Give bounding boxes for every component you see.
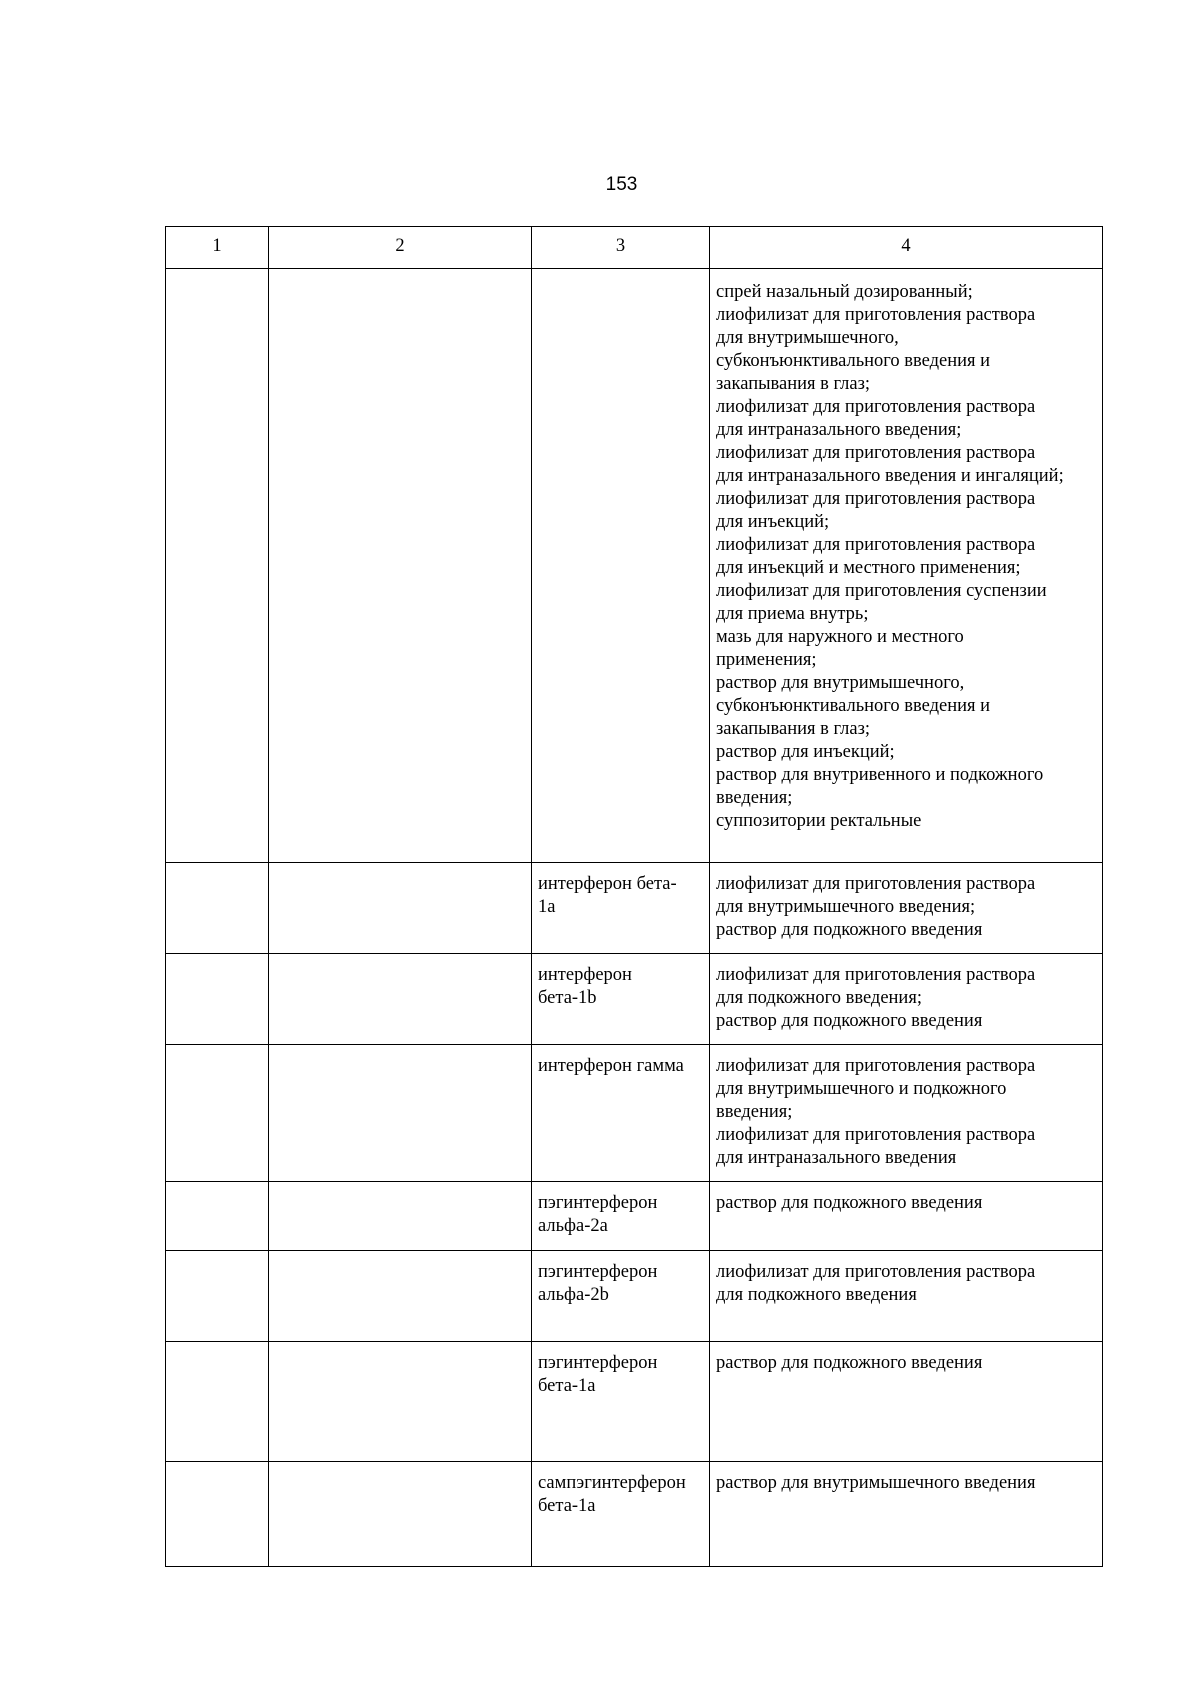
cell-text-line: для инъекций;: [716, 512, 830, 532]
cell-drug-name: [532, 1045, 710, 1182]
cell-text-line: раствор для подкожного введения: [716, 1193, 983, 1213]
cell-dosage-forms: [710, 1182, 1103, 1251]
cell-text-line: раствор для инъекций;: [716, 742, 895, 762]
cell-text-line: лиофилизат для приготовления раствора: [716, 443, 1036, 463]
table-row: [166, 1182, 1103, 1251]
cell-text-line: для интраназального введения;: [716, 420, 962, 440]
cell-text-line: лиофилизат для приготовления раствора: [716, 535, 1036, 555]
cell-text-line: лиофилизат для приготовления раствора: [716, 874, 1036, 894]
header-cell-2: 2: [269, 227, 532, 269]
header-cell-4: 4: [710, 227, 1103, 269]
cell-text-line: для интраназального введения: [716, 1148, 957, 1168]
cell-code: [166, 1182, 269, 1251]
cell-code: [166, 863, 269, 954]
cell-text-line: мазь для наружного и местного: [716, 627, 964, 647]
cell-text-line: пэгинтерферон: [538, 1262, 658, 1282]
cell-text-line: интерферон бета-: [538, 874, 677, 894]
cell-drug-name: [532, 1462, 710, 1567]
table-row: [166, 1251, 1103, 1342]
cell-text-line: для приема внутрь;: [716, 604, 869, 624]
cell-text-line: для подкожного введения: [716, 1285, 917, 1305]
cell-dosage-forms: [710, 1045, 1103, 1182]
cell-group: [269, 1182, 532, 1251]
cell-text-line: для интраназального введения и ингаляций;: [716, 466, 1064, 486]
cell-text-line: лиофилизат для приготовления раствора: [716, 1125, 1036, 1145]
cell-text-line: субконъюнктивального введения и: [716, 351, 991, 371]
cell-text-line: введения;: [716, 1102, 793, 1122]
cell-text-line: раствор для внутримышечного введения: [716, 1473, 1036, 1493]
cell-code: [166, 954, 269, 1045]
cell-drug-name: [532, 269, 710, 863]
cell-text-line: лиофилизат для приготовления раствора: [716, 1262, 1036, 1282]
cell-dosage-forms: [710, 1251, 1103, 1342]
cell-text-line: раствор для внутримышечного,: [716, 673, 965, 693]
header-cell-1: 1: [166, 227, 269, 269]
cell-text-line: лиофилизат для приготовления раствора: [716, 489, 1036, 509]
cell-text-line: для подкожного введения;: [716, 988, 922, 1008]
cell-text-line: закапывания в глаз;: [716, 719, 871, 739]
cell-drug-name: [532, 1342, 710, 1462]
cell-drug-name: [532, 1182, 710, 1251]
cell-text-line: альфа-2a: [538, 1216, 608, 1236]
table-row: [166, 954, 1103, 1045]
table-row: [166, 1462, 1103, 1567]
cell-text-line: для внутримышечного введения;: [716, 897, 976, 917]
cell-text-line: бета-1b: [538, 988, 597, 1008]
cell-text-line: введения;: [716, 788, 793, 808]
cell-group: [269, 954, 532, 1045]
cell-code: [166, 1342, 269, 1462]
cell-drug-name: [532, 954, 710, 1045]
cell-text-line: интерферон: [538, 965, 632, 985]
cell-dosage-forms: [710, 1462, 1103, 1567]
table-row: [166, 1045, 1103, 1182]
drug-table: [165, 226, 1103, 1567]
cell-dosage-forms: [710, 954, 1103, 1045]
cell-text-line: раствор для подкожного введения: [716, 1353, 983, 1373]
cell-text-line: закапывания в глаз;: [716, 374, 871, 394]
cell-text-line: суппозитории ректальные: [716, 811, 922, 831]
cell-text-line: пэгинтерферон: [538, 1353, 658, 1373]
cell-text-line: применения;: [716, 650, 817, 670]
cell-group: [269, 1462, 532, 1567]
table-header-row: [166, 227, 1103, 269]
cell-text-line: пэгинтерферон: [538, 1193, 658, 1213]
cell-text-line: сампэгинтерферон: [538, 1473, 686, 1493]
cell-text-line: лиофилизат для приготовления суспензии: [716, 581, 1047, 601]
cell-text-line: лиофилизат для приготовления раствора: [716, 1056, 1036, 1076]
cell-text-line: раствор для подкожного введения: [716, 1011, 983, 1031]
cell-text-line: лиофилизат для приготовления раствора: [716, 305, 1036, 325]
cell-code: [166, 1462, 269, 1567]
cell-group: [269, 863, 532, 954]
cell-text-line: бета-1a: [538, 1496, 596, 1516]
cell-text-line: для внутримышечного,: [716, 328, 899, 348]
page-number: 153: [605, 174, 638, 195]
table-row: [166, 1342, 1103, 1462]
cell-text-line: спрей назальный дозированный;: [716, 282, 973, 302]
cell-text-line: 1a: [538, 897, 556, 917]
cell-text-line: бета-1a: [538, 1376, 596, 1396]
cell-dosage-forms: [710, 863, 1103, 954]
cell-text-line: раствор для подкожного введения: [716, 920, 983, 940]
table-row: [166, 863, 1103, 954]
cell-group: [269, 269, 532, 863]
cell-code: [166, 1045, 269, 1182]
cell-text-line: субконъюнктивального введения и: [716, 696, 991, 716]
cell-text-line: для инъекций и местного применения;: [716, 558, 1021, 578]
header-cell-3: 3: [532, 227, 710, 269]
cell-text-line: интерферон гамма: [538, 1056, 684, 1076]
cell-text-line: лиофилизат для приготовления раствора: [716, 397, 1036, 417]
cell-text-line: для внутримышечного и подкожного: [716, 1079, 1007, 1099]
cell-group: [269, 1342, 532, 1462]
cell-group: [269, 1045, 532, 1182]
cell-group: [269, 1251, 532, 1342]
cell-drug-name: [532, 863, 710, 954]
cell-code: [166, 269, 269, 863]
cell-code: [166, 1251, 269, 1342]
cell-text-line: альфа-2b: [538, 1285, 609, 1305]
cell-drug-name: [532, 1251, 710, 1342]
cell-dosage-forms: [710, 269, 1103, 863]
table-row: [166, 269, 1103, 863]
cell-text-line: лиофилизат для приготовления раствора: [716, 965, 1036, 985]
cell-text-line: раствор для внутривенного и подкожного: [716, 765, 1044, 785]
cell-dosage-forms: [710, 1342, 1103, 1462]
